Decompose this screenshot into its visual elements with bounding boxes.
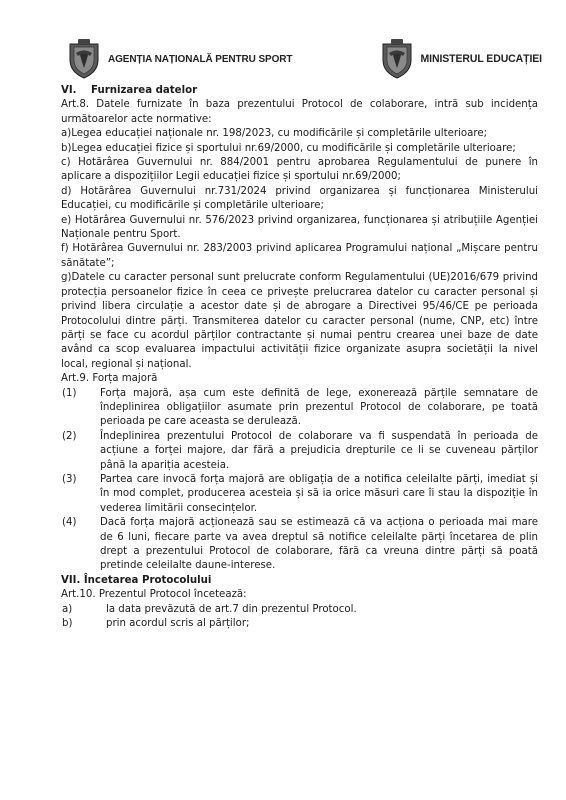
item-text: Îndeplinirea prezentului Protocol de colaborare va fi suspendată în perioada de acțiune a forței majore, dar fără a prejudicia drepturile ce li se cuveneau părților până la apariția acesteia. bbox=[100, 430, 538, 471]
list-item bbox=[61, 142, 538, 156]
item-text: la data prevăzută de art.7 din prezentul Protocol. bbox=[106, 603, 357, 615]
list-item bbox=[61, 603, 538, 617]
art9-title: Art.9. Forța majoră bbox=[61, 373, 158, 385]
item-label: d) bbox=[61, 185, 72, 197]
section-vi-heading bbox=[61, 84, 538, 98]
item-text: Datele cu caracter personal sunt prelucrate conform Regulamentului (UE)2016/679 privind protecția persoanelor fizice în ceea ce privește prelucrarea datelor cu caracter personal și privind libera circulație a acestor date și de abrogare a Directivei 95/46/CE pe perioada Protocolului dintre părți. Transmiterea datelor cu caracter personal (nume, CNP, etc) între părți se face cu acordul părților contractante și numai pentru crearea unei baze de date având ca scop evaluarea impactului activității fizice organizate asupra societății la nivel local, regional și național. bbox=[61, 272, 538, 370]
section-vii-heading: VII. Încetarea Protocolului bbox=[61, 574, 212, 586]
item-text: Hotărârea Guvernului nr. 576/2023 privind organizarea, funcționarea și atribuțiile Agenției Naționale pentru Sport. bbox=[61, 214, 538, 241]
section-number: VI. bbox=[61, 85, 77, 96]
item-label: b) bbox=[62, 618, 73, 630]
list-item bbox=[61, 516, 538, 574]
art10-list bbox=[61, 603, 538, 632]
document-body bbox=[61, 84, 538, 631]
art10-intro: Art.10. Prezentul Protocol încetează: bbox=[61, 589, 247, 601]
item-text: Partea care invocă forța majoră are obligația de a notifica celeilalte părți, imediat și în mod complet, producerea acesteia și să ia orice măsuri care îi stau la dispoziție în vederea limitării consecințelor. bbox=[100, 473, 538, 514]
romania-coat-of-arms-icon bbox=[66, 38, 102, 80]
art9-list bbox=[61, 387, 538, 574]
item-label: (1) bbox=[62, 387, 77, 399]
list-item bbox=[61, 185, 538, 214]
list-item bbox=[61, 473, 538, 516]
list-item bbox=[61, 387, 538, 430]
item-label: b) bbox=[61, 142, 72, 154]
item-label: (4) bbox=[62, 517, 77, 529]
item-label: (3) bbox=[62, 473, 77, 485]
item-text: Dacă forța majoră acționează sau se estimează că va acționa o perioada mai mare de 6 luni, fiecare parte va avea dreptul să notifice celeilalte părți încetarea de plin drept a prezentului Protocol de colaborare, fără ca vreuna dintre părți să poată pretinde celeilalte daune-interese. bbox=[100, 517, 538, 572]
section-title: Furnizarea datelor bbox=[91, 85, 198, 96]
list-item bbox=[61, 617, 538, 631]
item-label: (2) bbox=[62, 430, 77, 442]
ministry-org-name: MINISTERUL EDUCAȚIEI bbox=[420, 52, 542, 66]
list-item bbox=[61, 214, 538, 243]
item-label: f) bbox=[61, 243, 69, 255]
item-text: prin acordul scris al părților; bbox=[106, 618, 250, 630]
item-label: g) bbox=[61, 272, 72, 284]
item-label: a) bbox=[61, 128, 72, 140]
item-text: Legea educației naționale nr. 198/2023, cu modificările și completările ulterioare; bbox=[71, 128, 488, 140]
ans-org-name: AGENȚIA NAȚIONALĂ PENTRU SPORT bbox=[108, 53, 293, 65]
art8-intro: Art.8. Datele furnizate în baza prezentului Protocol de colaborare, intră sub incidența următoarelor acte normative: bbox=[61, 99, 538, 125]
romania-coat-of-arms-icon bbox=[379, 38, 415, 80]
art8-list bbox=[61, 127, 538, 372]
document-header bbox=[66, 34, 542, 80]
list-item bbox=[61, 156, 538, 185]
list-item bbox=[61, 430, 538, 473]
list-item bbox=[61, 242, 538, 271]
ministry-logo bbox=[379, 38, 542, 80]
item-text: Hotărârea Guvernului nr.731/2024 privind organizarea și funcționarea Ministerului Educației, cu modificările și completările ulterioare; bbox=[61, 185, 538, 212]
item-label: c) bbox=[61, 157, 71, 169]
item-text: Hotărârea Guvernului nr. 283/2003 privind aplicarea Programului național „Mișcare pentru sănătate”; bbox=[61, 243, 538, 269]
item-label: e) bbox=[61, 214, 72, 226]
list-item bbox=[61, 127, 538, 141]
list-item bbox=[61, 271, 538, 372]
item-text: Legea educației fizice și sportului nr.69/2000, cu modificările și completările ulterioare; bbox=[71, 142, 516, 154]
item-label: a) bbox=[62, 603, 73, 615]
item-text: Hotărârea Guvernului nr. 884/2001 pentru aprobarea Regulamentului de punere în aplicare a dispozițiilor Legii educației fizice și sportului nr.69/2000; bbox=[61, 157, 539, 183]
ans-logo bbox=[66, 38, 292, 80]
item-text: Forța majoră, așa cum este definită de lege, exonerează părțile semnatare de îndeplinirea obligațiilor asumate prin prezentul Protocol de colaborare, pe toată perioada pe care aceasta se derulează. bbox=[100, 387, 538, 428]
